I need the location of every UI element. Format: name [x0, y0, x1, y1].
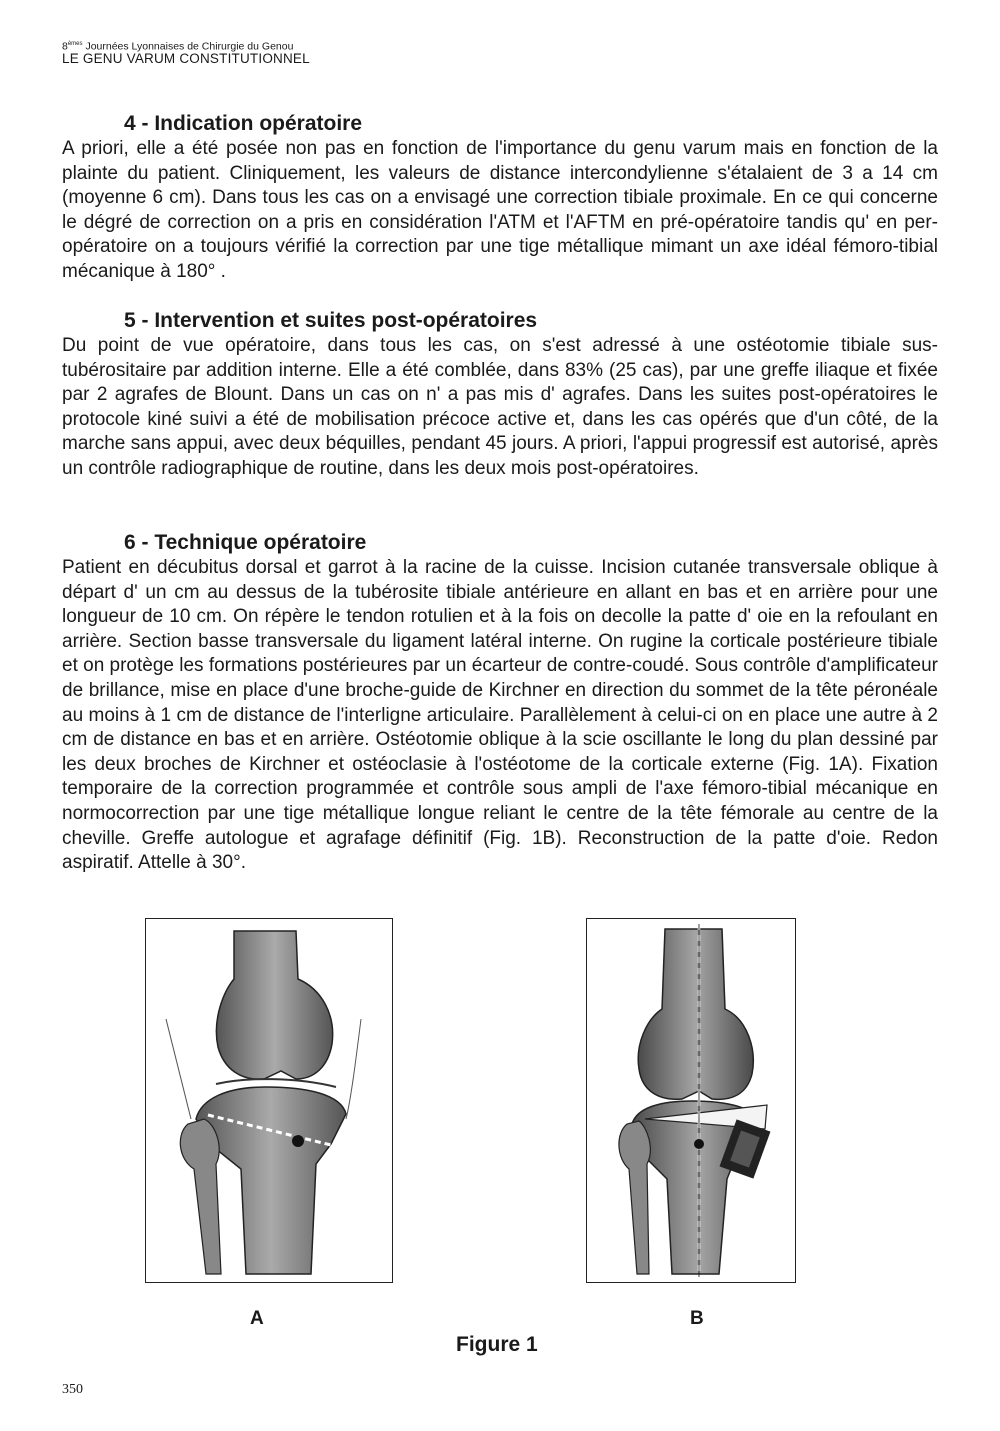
figure-panel-b [586, 918, 796, 1283]
section-body: Du point de vue opératoire, dans tous les cas, on s'est adressé à une ostéotomie tibiale sus-tubérositaire par addition interne. Elle a été comblée, dans 83% (25 cas), par une greffe iliaque et fixée par 2 agrafes de Blount. Dans un cas on n' a pas mis d' agrafes. Dans les suites post-opératoires le protocole kiné suivi a été de mobilisation précoce active et, dans les cas opérés que d'un côté, de la marche sans appui, avec deux béquilles, pendant 45 jours. A priori, l'appui progressif est autorisé, après un contrôle radiographique de routine, dans les deux mois post-opératoires. [62, 335, 938, 479]
section-heading: 5 - Intervention et suites post-opératoires [124, 309, 538, 332]
knee-illustration-osteotomy [146, 919, 392, 1282]
knee-illustration-correction [587, 919, 795, 1282]
figure-label-a: A [250, 1308, 264, 1329]
section-heading: 4 - Indication opératoire [124, 112, 363, 135]
document-title: LE GENU VARUM CONSTITUTIONNEL [62, 51, 310, 66]
section-intervention [62, 308, 938, 482]
section-indication [62, 111, 938, 285]
conference-name: Journées Lyonnaises de Chirurgie du Genou [85, 40, 294, 53]
figure-panel-a [145, 918, 393, 1283]
section-technique [62, 530, 938, 876]
section-body: Patient en décubitus dorsal et garrot à la racine de la cuisse. Incision cutanée transversale oblique à départ d' un cm au dessus de la tubérosite tibiale antérieure en allant en bas et en arrière pour une longueur de 10 cm. On répère le tendon rotulien et à la fois on decolle la patte d' oie en la refoulant en arrière. Section basse transversale du ligament latéral interne. On rugine la corticale postérieure tibiale et on protège les formations postérieures par un écarteur de contre-coudé. Sous contrôle d'amplificateur de brillance, mise en place d'une broche-guide de Kirchner en direction du sommet de la tête péronéale au moins à 1 cm de distance de l'interligne articulaire. Parallèlement à celui-ci on en place une autre à 2 cm de distance en bas et en arrière. Ostéotomie oblique à la scie oscillante le long du plan dessiné par les deux broches de Kirchner et ostéoclasie à l'ostéotome de la corticale externe (Fig. 1A). Fixation temporaire de la correction programmée et contrôle sous ampli de l'axe fémoro-tibial mécanique en normocorrection par une tige métallique longue reliant le centre de la tête fémorale au centre de la cheville. Greffe autologue et agrafage définitif (Fig. 1B). Reconstruction de la patte d'oie. Redon aspiratif. Attelle à 30°. [62, 557, 939, 874]
edition-suffix: èmes [67, 41, 83, 47]
figure-caption: Figure 1 [456, 1333, 538, 1356]
section-body: A priori, elle a été posée non pas en fonction de l'importance du genu varum mais en fonction de la plainte du patient. Cliniquement, les valeurs de distance intercondylienne s'étalaient de 3 a 14 cm (moyenne 6 cm). Dans tous les cas on a envisagé une correction tibiale proximale. En ce qui concerne le dégré de correction on a pris en considération l'ATM et l'AFTM en pré-opératoire tandis qu' en per-opératoire on a toujours vérifié la correction par une tige métallique mimant un axe idéal fémoro-tibial mécanique à 180° . [62, 138, 938, 282]
section-heading: 6 - Technique opératoire [124, 531, 367, 554]
edition-number: 8 [62, 40, 68, 53]
page-number: 350 [62, 1382, 83, 1397]
figure-label-b: B [690, 1308, 704, 1329]
